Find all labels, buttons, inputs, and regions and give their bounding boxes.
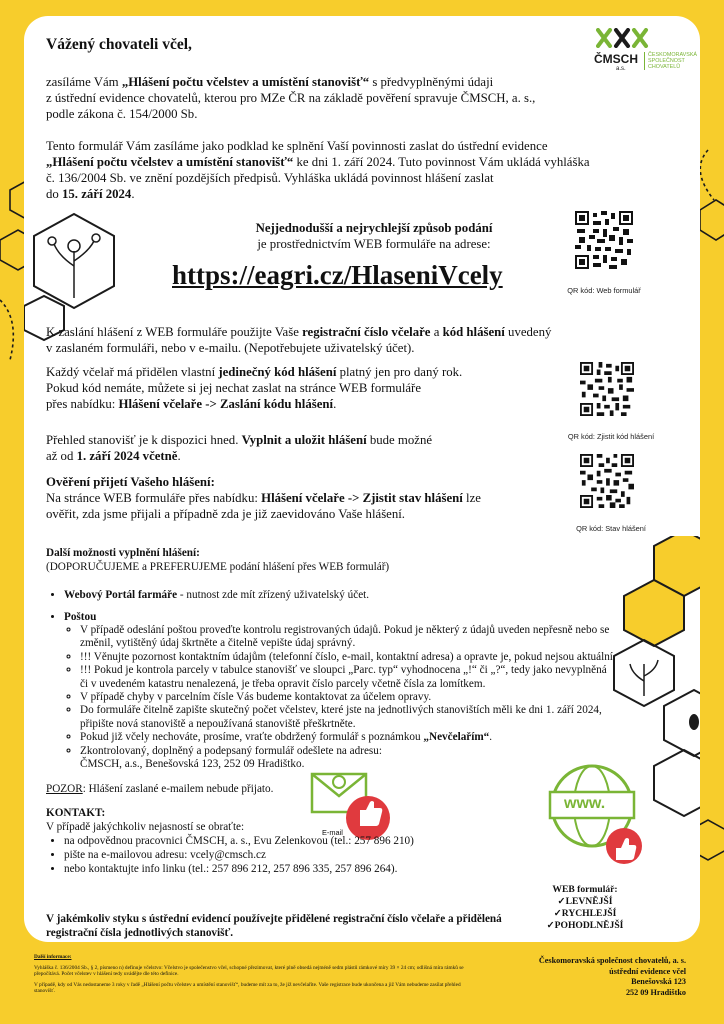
web-form-benefits: WEB formulář: ✓LEVNĚJŠÍ ✓RYCHLEJŠÍ ✓POHODLNĚJŠÍ	[546, 884, 624, 931]
qr-code-icon	[580, 454, 634, 508]
option-portal: • Webový Portál farmáře - nutnost zde mít zřízený uživatelský účet.	[64, 588, 616, 602]
email-warning: POZOR: Hlášení zaslané e-mailem nebude přijato.	[46, 783, 274, 795]
www-label: www.	[564, 795, 606, 812]
letter-card	[24, 16, 700, 942]
other-options: Další možnosti vyplnění hlášení: (DOPORUČUJEME a PREFERUJEME podání hlášení přes WEB formulář)	[46, 547, 390, 573]
contact-section: KONTAKT: V případě jakýchkoliv nejasností se obraťte: • na odpovědnou pracovnici ČMSCH, a. s., Evu Zelenkovou (tel.: 257 896 210) • pište na e-mailovou adresu: vcely@cmsch.cz • nebo kontaktujte info linku (tel.: 257 896 212, 257 896 335, 257 896 264).	[46, 806, 526, 876]
logo-name-3: CHOVATELŮ	[648, 64, 681, 70]
code-paragraph: Každý včelař má přidělen vlastní jedinečný kód hlášení platný jen pro daný rok. Pokud kód nemáte, můžete si jej nechat zaslat na stránce WEB formuláře přes nabídku: Hlášení včelaře -> Zaslání kódu hlášení.	[46, 365, 463, 411]
option-post: • Poštou ◦ V případě odeslání poštou proveďte kontrolu registrovaných údajů. Pokud je některý z údajů uveden nepřesně nebo se změnil, vytištěný údaj škrtněte a čitelně vepište údaj správný. ◦ !!! Věnujte pozornost kontaktním údajům (telefonní číslo, e-mail, kontaktní adresa) a opravte je, pokud nejsou aktuální. ◦ !!! Pokud je kontrola parcely v tabulce stanovišť ve sloupci „Parc. typ“ vyhodnocena „!“ či „?“, tedy jako nevyplněná či v uvedeném katastru nenalezená, je třeba opravit číslo parcely včetně čísla za lomítkem. ◦ V případě chyby v parcelním čísle Vás budeme kontaktovat za účelem opravy. ◦ Do formuláře čitelně zapište skutečný počet včelstev, které jste na jednotlivých stanovištích měli ke dni 1. září 2024, připište nová stanoviště a nepoužívaná stanoviště přeškrtněte. ◦ Pokud již včely nechováte, prosíme, vraťte obdržený formulář s poznámkou „Nevčelařím“. ◦ Zkontrolovaný, doplněný a podepsaný formulář odešlete na adresu: ČMSCH, a.s., Benešovská 123, 252 09 Hradištko.	[64, 610, 616, 771]
web-intro: Nejjednodušší a nejrychlejší způsob podání je prostřednictvím WEB formuláře na adrese:	[255, 221, 493, 251]
verification-paragraph: Ověření přijetí Vašeho hlášení: Na stránce WEB formuláře přes nabídku: Hlášení včelaře -> Zjistit stav hlášení lze ověřit, zda jsme přijali a případně zda je již zaevidováno Vaše hlášení.	[46, 475, 481, 521]
web-form-link[interactable]: https://eagri.cz/HlaseniVcely	[172, 260, 503, 290]
qr-caption-status: QR kód: Stav hlášení	[576, 524, 646, 533]
qr-get-code[interactable]	[580, 362, 634, 416]
footer-info: Další informace: Vyhláška č. 136/2004 Sb., § 2, písmeno n) definuje včelstvo: Včelstvo je společenstvo včel, schopné přezimovat, které plně obsedá nejméně sedm plástů rámkové míry 39 × 24 cm; odlišná míra rámků se přepočítává. Počet včelstev v hlášení tedy uvádějte dle této definice. V případě, kdy od Vás nedostaneme 3 roky v řadě „Hlášení počtu včelstev a umístění stanovišť“, budeme mít za to, že již nevčelaříte. Vaše registrace bude ukončena a již Vám nebudeme zasílat přehled stanovišť.	[34, 954, 464, 995]
logo-suffix: a.s.	[616, 66, 626, 72]
logo-name-2: SPOLEČNOST	[648, 58, 685, 64]
logo-mark-icon	[596, 28, 650, 48]
intro-paragraph: zasíláme Vám „Hlášení počtu včelstev a umístění stanovišť“ s předvyplněnými údaji z ústřední evidence chovatelů, kterou pro MZe ČR na základě pověření spravuje ČMSCH, a. s., podle zákona č. 154/2000 Sb.	[46, 75, 536, 121]
qr-caption-code: QR kód: Zjistit kód hlášení	[567, 432, 655, 441]
qr-code-icon	[580, 362, 634, 416]
overview-paragraph: Přehled stanovišť je k dispozici hned. Vyplnit a uložit hlášení bude možné až od 1. září 2024 včetně.	[46, 433, 433, 463]
obligation-paragraph: Tento formulář Vám zasíláme jako podklad ke splnění Vaší povinnosti zaslat do ústřední evidence „Hlášení počtu včelstev a umístění stanovišť“ ke dni 1. září 2024. Tuto povinnost Vám ukládá vyhláška č. 136/2004 Sb. ve znění pozdějších předpisů. Vyhláška ukládá povinnost hlášení zaslat do 15. září 2024.	[46, 139, 590, 201]
final-note: V jakémkoliv styku s ústřední evidencí používejte přidělené registrační číslo včelaře a přidělená registrační čísla jednotlivých stanovišť.	[46, 913, 502, 939]
logo-name-1: ČESKOMORAVSKÁ	[648, 52, 698, 58]
email-label: E-mail	[322, 828, 343, 837]
qr-check-status[interactable]	[580, 454, 634, 508]
www-icon	[548, 762, 648, 874]
footer-address: Českomoravská společnost chovatelů, a. s. ústřední evidence včel Benešovská 123 252 09 Hradištko	[538, 956, 686, 997]
qr-code-icon	[575, 211, 633, 269]
credentials-paragraph: K zaslání hlášení z WEB formuláře použijte Vaše registrační číslo včelaře a kód hlášení uvedený v zaslaném formuláři, nebo v e-mailu. (Nepotřebujete uživatelský účet).	[46, 325, 552, 355]
greeting: Vážený chovateli včel,	[46, 36, 192, 53]
cmsch-logo	[590, 26, 700, 90]
qr-web-form[interactable]	[575, 211, 633, 269]
logo-abbr: ČMSCH	[594, 52, 638, 66]
qr-caption-web: QR kód: Web formulář	[567, 286, 641, 295]
options-list	[46, 588, 616, 771]
